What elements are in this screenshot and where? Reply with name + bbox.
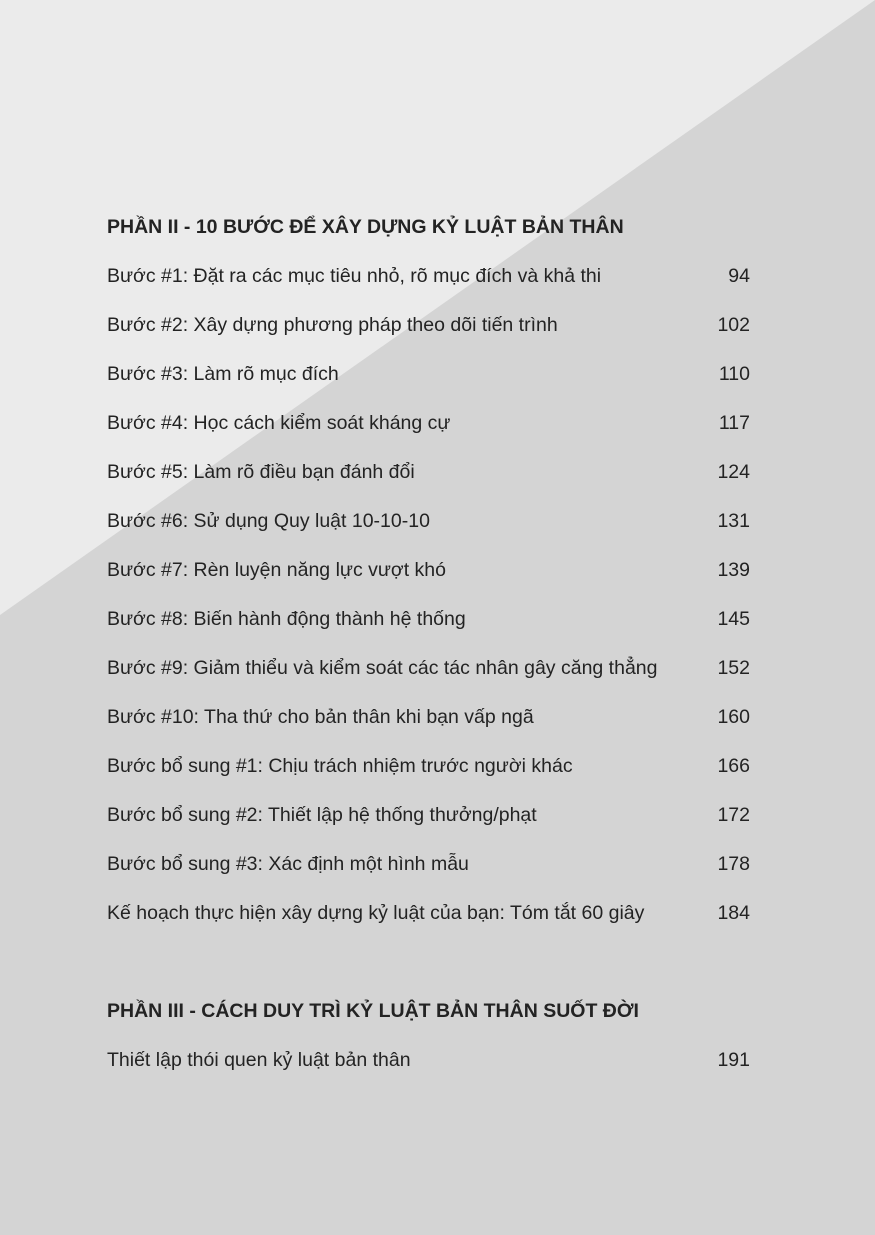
toc-entry-page: 117 <box>718 412 750 434</box>
toc-entry-page: 124 <box>717 461 750 483</box>
toc-entry-label: Bước #1: Đặt ra các mục tiêu nhỏ, rõ mục đích và khả thi <box>107 265 602 287</box>
toc-entry-label: Bước bổ sung #3: Xác định một hình mẫu <box>107 853 469 875</box>
toc-entry-label: Bước #4: Học cách kiểm soát kháng cự <box>107 412 451 434</box>
toc-entry-label: Kế hoạch thực hiện xây dựng kỷ luật của bạn: Tóm tắt 60 giây <box>107 902 645 924</box>
toc-entry <box>107 608 750 634</box>
toc-entry <box>107 510 750 536</box>
toc-entry-label: Bước #7: Rèn luyện năng lực vượt khó <box>107 559 446 581</box>
toc-entry-page: 102 <box>717 314 750 336</box>
toc-entry-label: Bước #9: Giảm thiểu và kiểm soát các tác nhân gây căng thẳng <box>107 657 658 679</box>
toc-entry <box>107 804 750 830</box>
toc-entry <box>107 461 750 487</box>
toc-entry <box>107 706 750 732</box>
toc-entry <box>107 853 750 879</box>
toc-entry-page: 94 <box>728 265 750 287</box>
toc-entry-page: 166 <box>717 755 750 777</box>
toc-entry <box>107 755 750 781</box>
toc-entry-page: 191 <box>717 1049 750 1071</box>
toc-entry-page: 160 <box>717 706 750 728</box>
toc-entry-label: Bước #10: Tha thứ cho bản thân khi bạn vấp ngã <box>107 706 534 728</box>
section-heading: PHẦN II - 10 BƯỚC ĐỂ XÂY DỰNG KỶ LUẬT BẢN THÂN <box>107 216 624 238</box>
toc-entry <box>107 363 750 389</box>
toc-entry-page: 145 <box>717 608 750 630</box>
toc-entry <box>107 412 750 438</box>
toc-entry-page: 172 <box>717 804 750 826</box>
toc-entry-label: Bước #2: Xây dựng phương pháp theo dõi tiến trình <box>107 314 558 336</box>
toc-entry-page: 178 <box>717 853 750 875</box>
toc-entry-page: 139 <box>717 559 750 581</box>
toc-entry-label: Bước bổ sung #1: Chịu trách nhiệm trước người khác <box>107 755 573 777</box>
toc-entry <box>107 314 750 340</box>
toc-entry-page: 110 <box>718 363 750 385</box>
toc-entry <box>107 1049 750 1075</box>
toc-entry-label: Thiết lập thói quen kỷ luật bản thân <box>107 1049 411 1071</box>
toc-entry <box>107 657 750 683</box>
toc-entry-label: Bước #5: Làm rõ điều bạn đánh đổi <box>107 461 415 483</box>
toc-entry-label: Bước #6: Sử dụng Quy luật 10-10-10 <box>107 510 430 532</box>
toc-entry <box>107 902 750 928</box>
section-heading: PHẦN III - CÁCH DUY TRÌ KỶ LUẬT BẢN THÂN SUỐT ĐỜI <box>107 1000 639 1022</box>
toc-entry-page: 152 <box>717 657 750 679</box>
toc-entry <box>107 559 750 585</box>
toc-entry-label: Bước bổ sung #2: Thiết lập hệ thống thưởng/phạt <box>107 804 537 826</box>
toc-entry <box>107 265 750 291</box>
toc-entry-page: 184 <box>717 902 750 924</box>
toc-entry-page: 131 <box>717 510 750 532</box>
toc-entry-label: Bước #3: Làm rõ mục đích <box>107 363 339 385</box>
toc-entry-label: Bước #8: Biến hành động thành hệ thống <box>107 608 466 630</box>
